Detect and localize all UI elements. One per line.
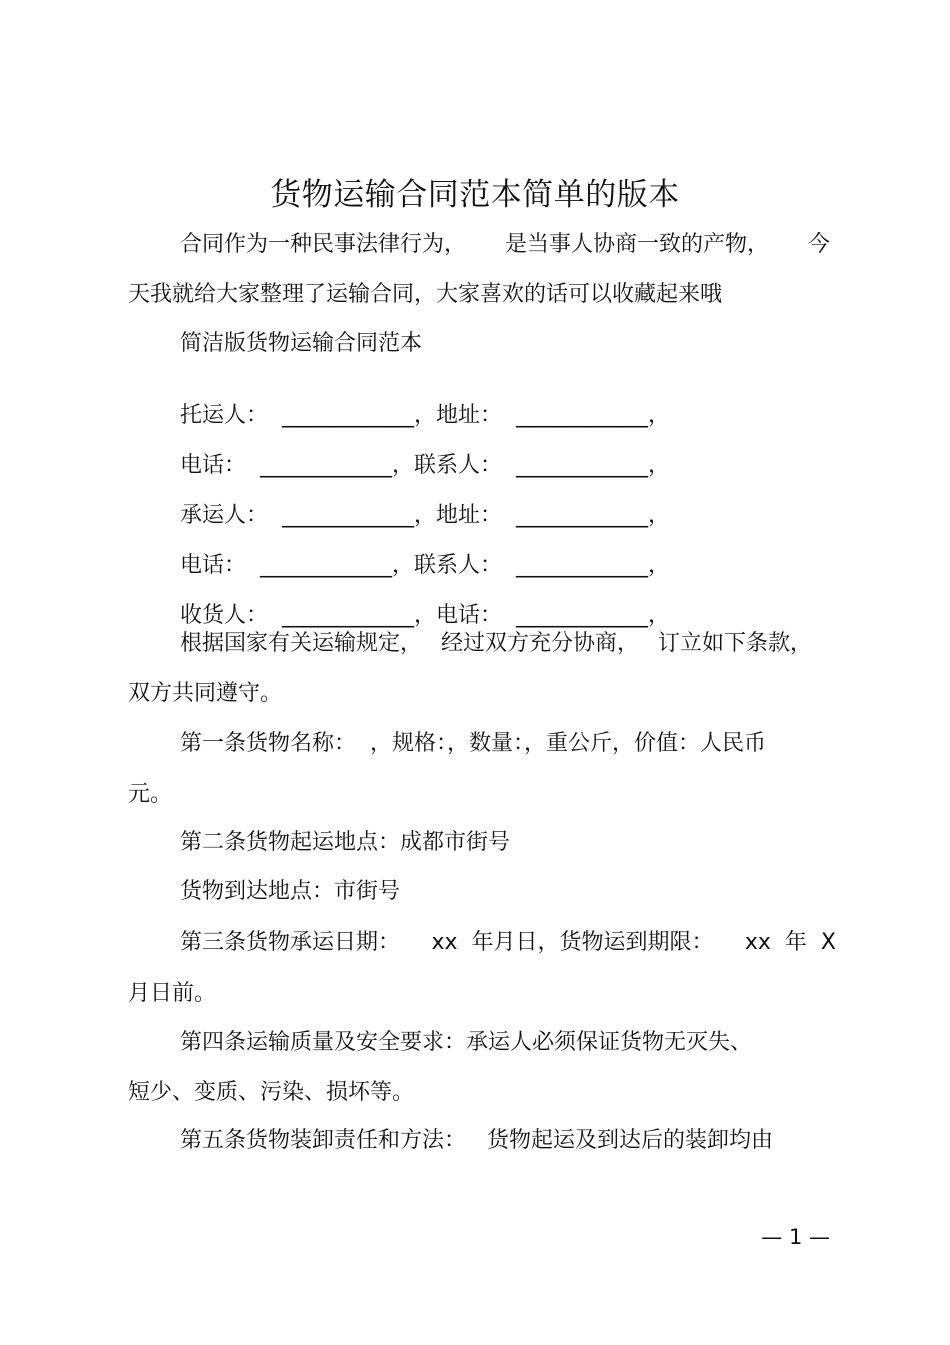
article-3-line-2: 月日前。 <box>128 981 217 1006</box>
intro-text-segment: 合同作为一种民事法律行为， <box>180 232 467 257</box>
article-5-line-1: 第五条货物装卸责任和方法： 货物起运及到达后的装卸均由 <box>180 1128 773 1153</box>
basis-text-segment: 根据国家有关运输规定， <box>180 631 423 656</box>
article-3-line-1 <box>180 927 836 959</box>
basis-paragraph-line-1 <box>180 628 812 660</box>
carrier-address-row: 承运人： ____________，地址： ____________， <box>180 503 670 528</box>
article-4-line-1: 第四条运输质量及安全要求：承运人必须保证货物无灭失、 <box>180 1030 753 1055</box>
article-3-text-segment: xx 年月日，货物运到期限： <box>431 930 714 955</box>
article-1-line-2: 元。 <box>128 782 173 807</box>
page-number: — 1 — <box>761 1225 830 1249</box>
article-2-line-2: 货物到达地点：市街号 <box>180 879 401 904</box>
article-4-line-2: 短少、变质、污染、损坏等。 <box>128 1080 415 1105</box>
intro-paragraph-line-1 <box>180 229 830 261</box>
article-2-line-1: 第二条货物起运地点：成都市街号 <box>180 830 511 855</box>
intro-text-segment: 是当事人协商一致的产物， <box>504 232 769 257</box>
intro-paragraph-line-2: 天我就给大家整理了运输合同，大家喜欢的话可以收藏起来哦 <box>128 282 723 307</box>
basis-text-segment: 订立如下条款， <box>657 631 812 656</box>
consignee-phone-row: 收货人： ____________，电话： ____________， <box>180 603 670 628</box>
article-1-line-1: 第一条货物名称： ，规格：，数量：，重公斤，价值：人民币 <box>180 731 766 756</box>
basis-text-segment: 经过双方充分协商， <box>440 631 639 656</box>
basis-paragraph-line-2: 双方共同遵守。 <box>128 681 283 706</box>
intro-text-segment: 今 <box>807 232 830 257</box>
article-3-text-segment: 第三条货物承运日期： <box>180 930 401 955</box>
contract-subtitle: 简洁版货物运输合同范本 <box>180 331 423 356</box>
article-3-text-segment: xx 年 X <box>744 930 836 955</box>
document-title: 货物运输合同范本简单的版本 <box>270 177 680 213</box>
shipper-address-row: 托运人： ____________，地址： ____________， <box>180 403 670 428</box>
carrier-phone-contact-row: 电话： ____________，联系人： ____________， <box>180 553 670 578</box>
shipper-phone-contact-row: 电话： ____________，联系人： ____________， <box>180 453 670 478</box>
